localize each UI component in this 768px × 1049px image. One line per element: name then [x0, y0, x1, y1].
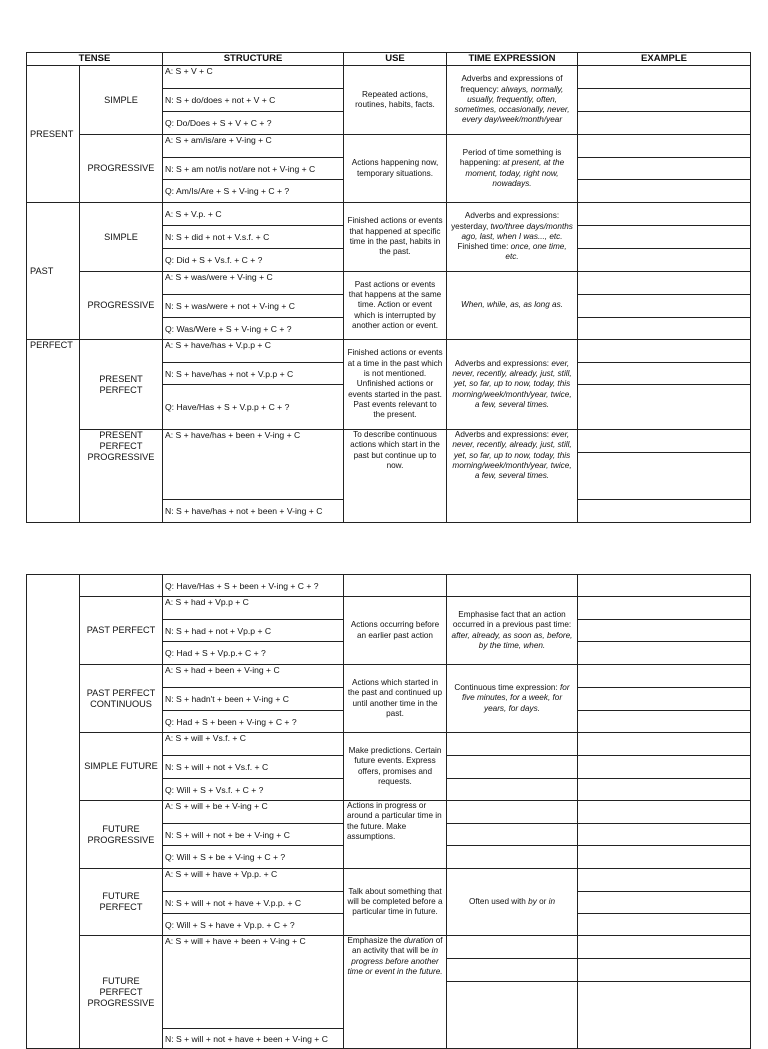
structure-negative: N: S + will + not + be + V-ing + C: [163, 824, 344, 846]
time-expression-cell: [447, 575, 578, 597]
structure-affirmative: A: S + will + be + V-ing + C: [163, 801, 344, 824]
structure-question: Q: Have/Has + S + V.p.p + C + ?: [163, 385, 344, 430]
time-expression-cell: [447, 846, 578, 869]
example-cell: [578, 112, 751, 135]
tense-future-perfect-progressive: FUTURE PERFECT PROGRESSIVE: [80, 936, 163, 1049]
header-example: EXAMPLE: [578, 53, 751, 66]
example-cell: [578, 340, 751, 363]
example-cell: [578, 959, 751, 982]
example-cell: [578, 914, 751, 936]
time-expression-present-perfect-progressive: Adverbs and expressions: ever, never, recently, already, just, still, yet, so far, up to now, today, this morning/week/month/year, twice, a few, several times.: [447, 430, 578, 523]
time-expression-cell: [447, 779, 578, 801]
example-cell: [578, 824, 751, 846]
example-cell: [578, 642, 751, 665]
use-past-simple: Finished actions or events that happened at specific time in the past, habits in the past.: [344, 203, 447, 272]
header-tense: TENSE: [27, 53, 163, 66]
example-cell: [578, 500, 751, 523]
use-future-progressive: Actions in progress or around a particular time in the future. Make assumptions.: [344, 801, 447, 869]
use-present-perfect-progressive: To describe continuous actions which start in the past but continue up to now.: [344, 430, 447, 523]
time-expression-past-simple: Adverbs and expressions: yesterday, two/three days/months ago, last, when I was..., etc. Finished time: once, one time, etc.: [447, 203, 578, 272]
group-column: [27, 575, 80, 1049]
time-expression-future-perfect: Often used with by or in: [447, 869, 578, 936]
use-future-perfect-progressive: Emphasize the duration of an activity that will be in progress before another time or event in the future.: [344, 936, 447, 1049]
structure-negative: N: S + did + not + V.s.f. + C: [163, 226, 344, 249]
time-expression-present-perfect: Adverbs and expressions: ever, never, recently, already, just, still, yet, so far, up to now, today, this morning/week/month/year, twice, a few, several times.: [447, 340, 578, 430]
time-expression-present-progressive: Period of time something is happening: at present, at the moment, today, right now, nowadays.: [447, 135, 578, 203]
use-simple-future: Make predictions. Certain future events. Express offers, promises and requests.: [344, 733, 447, 801]
example-cell: [578, 665, 751, 688]
tense-present-perfect: PRESENT PERFECT: [80, 340, 163, 430]
example-cell: [578, 597, 751, 620]
tense-table-part-1: [26, 52, 751, 523]
structure-negative: N: S + have/has + not + been + V-ing + C: [163, 500, 344, 523]
example-cell: [578, 756, 751, 779]
time-expression-cell: [447, 982, 578, 1049]
example-cell: [578, 249, 751, 272]
structure-negative: N: S + will + not + have + been + V-ing + C: [163, 1029, 344, 1049]
structure-negative: N: S + am not/is not/are not + V-ing + C: [163, 158, 344, 180]
structure-question: Q: Will + S + have + Vp.p. + C + ?: [163, 914, 344, 936]
time-expression-past-progressive: When, while, as, as long as.: [447, 272, 578, 340]
example-cell: [578, 779, 751, 801]
structure-question: Q: Will + S + Vs.f. + C + ?: [163, 779, 344, 801]
example-cell: [578, 89, 751, 112]
example-cell: [578, 135, 751, 158]
time-expression-past-perfect: Emphasise fact that an action occurred in a previous past time: after, already, as soon as, before, by the time, when.: [447, 597, 578, 665]
time-expression-cell: [447, 959, 578, 982]
time-expression-cell: [447, 824, 578, 846]
header-structure: STRUCTURE: [163, 53, 344, 66]
structure-negative: N: S + was/were + not + V-ing + C: [163, 295, 344, 318]
example-cell: [578, 711, 751, 733]
example-cell: [578, 733, 751, 756]
use-present-perfect: Finished actions or events at a time in the past which is not mentioned. Unfinished actions or events started in the past. Past events relevant to the present.: [344, 340, 447, 430]
tense-past-perfect: PAST PERFECT: [80, 597, 163, 665]
example-cell: [578, 180, 751, 203]
structure-question: Q: Have/Has + S + been + V-ing + C + ?: [163, 575, 344, 597]
example-cell: [578, 226, 751, 249]
structure-negative: N: S + do/does + not + V + C: [163, 89, 344, 112]
structure-affirmative: A: S + had + Vp.p + C: [163, 597, 344, 620]
example-cell: [578, 892, 751, 914]
structure-affirmative: A: S + will + Vs.f. + C: [163, 733, 344, 756]
example-cell: [578, 453, 751, 500]
group-present: PRESENT: [27, 66, 80, 203]
example-cell: [578, 936, 751, 959]
tense-past-simple: SIMPLE: [80, 203, 163, 272]
example-cell: [578, 869, 751, 892]
example-cell: [578, 688, 751, 711]
example-cell: [578, 363, 751, 385]
tense-future-perfect: FUTURE PERFECT: [80, 869, 163, 936]
tense-table-part-2: [26, 574, 751, 1049]
use-cell: [344, 575, 447, 597]
use-past-perfect-continuous: Actions which started in the past and continued up until another time in the past.: [344, 665, 447, 733]
structure-affirmative: A: S + V + C: [163, 66, 344, 89]
use-future-perfect: Talk about something that will be completed before a particular time in future.: [344, 869, 447, 936]
structure-negative: N: S + will + not + Vs.f. + C: [163, 756, 344, 779]
tense-future-progressive: FUTURE PROGRESSIVE: [80, 801, 163, 869]
example-cell: [578, 203, 751, 226]
use-present-progressive: Actions happening now, temporary situations.: [344, 135, 447, 203]
example-cell: [578, 846, 751, 869]
structure-affirmative: A: S + had + been + V-ing + C: [163, 665, 344, 688]
structure-affirmative: A: S + am/is/are + V-ing + C: [163, 135, 344, 158]
example-cell: [578, 430, 751, 453]
structure-question: Q: Am/Is/Are + S + V-ing + C + ?: [163, 180, 344, 203]
structure-negative: N: S + will + not + have + V.p.p. + C: [163, 892, 344, 914]
tense-cell: [80, 575, 163, 597]
example-cell: [578, 385, 751, 430]
structure-affirmative: A: S + was/were + V-ing + C: [163, 272, 344, 295]
tense-past-progressive: PROGRESSIVE: [80, 272, 163, 340]
example-cell: [578, 158, 751, 180]
header-time-expression: TIME EXPRESSION: [447, 53, 578, 66]
tense-present-progressive: PROGRESSIVE: [80, 135, 163, 203]
structure-question: Q: Do/Does + S + V + C + ?: [163, 112, 344, 135]
tense-simple-future: SIMPLE FUTURE: [80, 733, 163, 801]
structure-negative: N: S + had + not + Vp.p + C: [163, 620, 344, 642]
structure-affirmative: A: S + will + have + Vp.p. + C: [163, 869, 344, 892]
structure-negative: N: S + hadn't + been + V-ing + C: [163, 688, 344, 711]
use-present-simple: Repeated actions, routines, habits, facts.: [344, 66, 447, 135]
tense-past-perfect-continuous: PAST PERFECT CONTINUOUS: [80, 665, 163, 733]
structure-negative: N: S + have/has + not + V.p.p + C: [163, 363, 344, 385]
example-cell: [578, 575, 751, 597]
example-cell: [578, 66, 751, 89]
time-expression-cell: [447, 733, 578, 756]
structure-question: Q: Will + S + be + V-ing + C + ?: [163, 846, 344, 869]
structure-question: Q: Had + S + Vp.p.+ C + ?: [163, 642, 344, 665]
structure-affirmative: A: S + will + have + been + V-ing + C: [163, 936, 344, 1029]
structure-question: Q: Was/Were + S + V-ing + C + ?: [163, 318, 344, 340]
tense-present-perfect-progressive: PRESENT PERFECT PROGRESSIVE: [80, 430, 163, 523]
time-expression-cell: [447, 756, 578, 779]
example-cell: [578, 982, 751, 1049]
example-cell: [578, 318, 751, 340]
structure-affirmative: A: S + V.p. + C: [163, 203, 344, 226]
example-cell: [578, 801, 751, 824]
header-use: USE: [344, 53, 447, 66]
tense-present-simple: SIMPLE: [80, 66, 163, 135]
time-expression-cell: [447, 936, 578, 959]
structure-affirmative: A: S + have/has + V.p.p + C: [163, 340, 344, 363]
example-cell: [578, 272, 751, 295]
example-cell: [578, 620, 751, 642]
structure-question: Q: Had + S + been + V-ing + C + ?: [163, 711, 344, 733]
time-expression-present-simple: Adverbs and expressions of frequency: always, normally, usually, frequently, often, sometimes, occasionally, never, every day/week/month/year: [447, 66, 578, 135]
structure-affirmative: A: S + have/has + been + V-ing + C: [163, 430, 344, 500]
time-expression-past-perfect-continuous: Continuous time expression: for five minutes, for a week, for years, for days.: [447, 665, 578, 733]
group-past: PAST: [27, 203, 80, 340]
example-cell: [578, 295, 751, 318]
use-past-perfect: Actions occurring before an earlier past action: [344, 597, 447, 665]
structure-question: Q: Did + S + Vs.f. + C + ?: [163, 249, 344, 272]
group-perfect: PERFECT: [27, 340, 80, 523]
time-expression-cell: [447, 801, 578, 824]
use-past-progressive: Past actions or events that happens at the same time. Action or event which is interrupted by another action or event.: [344, 272, 447, 340]
